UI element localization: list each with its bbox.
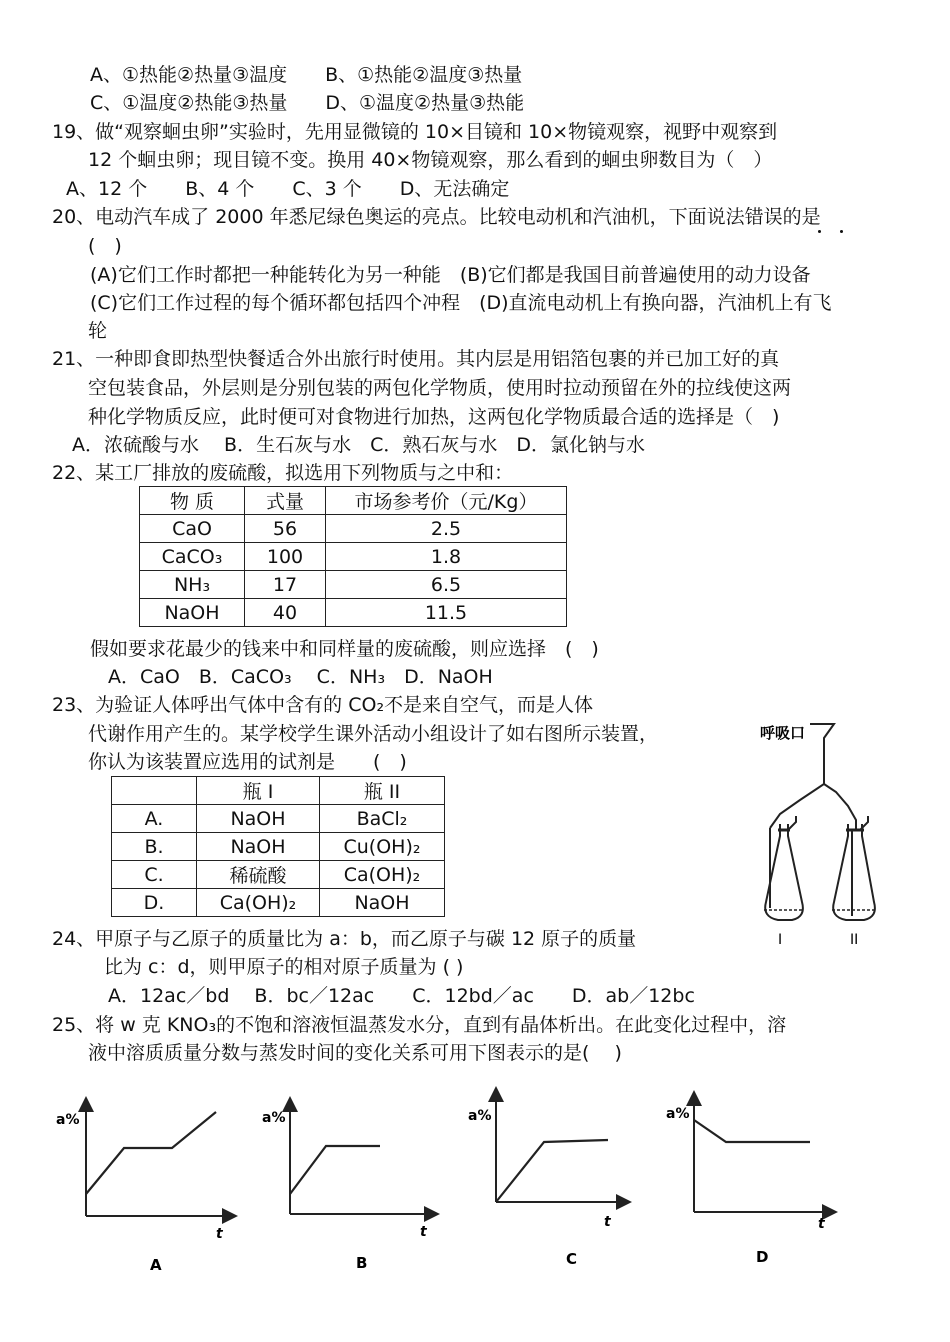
q23-stem-line2: 代谢作用产生的。某学校学生课外活动小组设计了如右图所示装置， xyxy=(88,723,659,745)
table-row xyxy=(112,889,445,917)
q18-options-cd: C、①温度②热能③热量 D、①温度②热量③热能 xyxy=(90,92,525,114)
table-cell: A. xyxy=(112,805,197,833)
bottle-2-label: II xyxy=(850,932,859,948)
graph-c-ylabel: a% xyxy=(468,1108,492,1124)
table-cell: BaCl₂ xyxy=(320,805,445,833)
q20-options-cd-cont: 轮 xyxy=(88,320,108,342)
q22-stem: 22、某工厂排放的废硫酸，拟选用下列物质与之中和： xyxy=(52,462,514,484)
table-header-cell: 瓶 I xyxy=(197,777,320,805)
q25-stem-line1: 25、将 w 克 KNO₃的不饱和溶液恒温蒸发水分，直到有晶体析出。在此变化过程中，溶 xyxy=(52,1014,787,1036)
table-cell: CaCO₃ xyxy=(140,543,245,571)
table-row xyxy=(140,515,567,543)
table-cell: NaOH xyxy=(197,833,320,861)
table-row xyxy=(140,543,567,571)
graph-d-label: D xyxy=(756,1248,769,1266)
graph-c-curve xyxy=(496,1140,608,1202)
q20-options-ab: (A)它们工作时都把一种能转化为另一种能 (B)它们都是我国目前普遍使用的动力设备 xyxy=(90,264,811,286)
graph-d-ylabel: a% xyxy=(666,1106,690,1122)
table-cell: 100 xyxy=(245,543,326,571)
q21-stem-line2: 空包装食品，外层则是分别包装的两包化学物质，使用时拉动预留在外的拉线使这两 xyxy=(88,377,792,399)
q22-question: 假如要求花最少的钱来中和同样量的废硫酸，则应选择 ( ) xyxy=(90,638,599,660)
table-row xyxy=(140,599,567,627)
graph-d xyxy=(666,1098,830,1266)
q24-options: A．12ac／bd B．bc／12ac C．12bd／ac D．ab／12bc xyxy=(108,985,695,1007)
table-cell: 40 xyxy=(245,599,326,627)
graph-a-curve xyxy=(86,1112,216,1194)
graph-a xyxy=(56,1104,230,1274)
table-header-row xyxy=(112,777,445,805)
q23-table xyxy=(111,776,445,917)
q20-stem-line1: 20、电动汽车成了 2000 年悉尼绿色奥运的亮点。比较电动机和汽油机，下面说法错误的是 xyxy=(52,206,821,228)
flask-2 xyxy=(833,824,875,920)
q20-options-cd: (C)它们工作过程的每个循环都包括四个冲程 (D)直流电动机上有换向器，汽油机上有飞 xyxy=(90,292,832,314)
table-cell: B. xyxy=(112,833,197,861)
breathing-apparatus-diagram xyxy=(740,712,910,952)
table-cell: 11.5 xyxy=(326,599,567,627)
graph-c xyxy=(468,1094,624,1268)
table-header-cell: 市场参考价（元/Kg） xyxy=(326,487,567,515)
table-cell: 1.8 xyxy=(326,543,567,571)
graph-b-curve xyxy=(290,1146,380,1194)
table-cell: D. xyxy=(112,889,197,917)
graph-b xyxy=(262,1104,432,1272)
q22-table xyxy=(139,486,567,627)
table-cell: 稀硫酸 xyxy=(197,861,320,889)
table-cell: C. xyxy=(112,861,197,889)
table-row xyxy=(112,805,445,833)
table-cell: NaOH xyxy=(140,599,245,627)
table-header-cell: 式量 xyxy=(245,487,326,515)
table-cell: NaOH xyxy=(320,889,445,917)
q19-stem-line1: 19、做“观察蛔虫卵”实验时，先用显微镜的 10×目镜和 10×物镜观察，视野中观察到 xyxy=(52,121,778,143)
table-header-cell: 瓶 II xyxy=(320,777,445,805)
graph-c-label: C xyxy=(566,1250,578,1268)
table-cell: NaOH xyxy=(197,805,320,833)
graph-a-ylabel: a% xyxy=(56,1112,80,1128)
table-cell: NH₃ xyxy=(140,571,245,599)
graph-b-xlabel: t xyxy=(420,1224,427,1240)
table-cell: 56 xyxy=(245,515,326,543)
table-row xyxy=(112,861,445,889)
funnel-shape xyxy=(810,724,834,750)
emphasis-dot xyxy=(840,230,843,233)
q21-stem-line3: 种化学物质反应，此时便可对食物进行加热，这两包化学物质最合适的选择是（ ) xyxy=(88,406,780,428)
graph-d-curve xyxy=(694,1120,810,1142)
table-header-cell xyxy=(112,777,197,805)
graph-b-label: B xyxy=(356,1254,368,1272)
table-header-cell: 物 质 xyxy=(140,487,245,515)
q20-stem-line2: ( ) xyxy=(88,235,122,257)
q19-stem-line2: 12 个蛔虫卵；现目镜不变。换用 40×物镜观察，那么看到的蛔虫卵数目为（ ） xyxy=(88,149,773,171)
q23-stem-line3: 你认为该装置应选用的试剂是 ( ) xyxy=(88,751,407,773)
graph-c-xlabel: t xyxy=(604,1214,611,1230)
table-cell: Ca(OH)₂ xyxy=(197,889,320,917)
q22-options: A．CaO B．CaCO₃ C．NH₃ D．NaOH xyxy=(108,666,493,688)
q24-stem-line1: 24、甲原子与乙原子的质量比为 a：b，而乙原子与碳 12 原子的质量 xyxy=(52,928,637,950)
flask1-outlet xyxy=(788,816,796,830)
q19-options: A、12 个 B、4 个 C、3 个 D、无法确定 xyxy=(66,178,510,200)
graph-a-label: A xyxy=(150,1256,162,1274)
table-header-row xyxy=(140,487,567,515)
q25-graphs xyxy=(40,1076,860,1276)
q21-stem-line1: 21、一种即食即热型快餐适合外出旅行时使用。其内层是用铝箔包裹的并已加工好的真 xyxy=(52,348,780,370)
table-row xyxy=(140,571,567,599)
q25-stem-line2: 液中溶质质量分数与蒸发时间的变化关系可用下图表示的是( ) xyxy=(88,1042,622,1064)
bottle-1-label: I xyxy=(778,932,783,948)
table-row xyxy=(112,833,445,861)
q23-stem-line1: 23、为验证人体呼出气体中含有的 CO₂不是来自空气，而是人体 xyxy=(52,694,594,716)
q18-options-ab: A、①热能②热量③温度 B、①热能②温度③热量 xyxy=(90,64,523,86)
graph-b-ylabel: a% xyxy=(262,1110,286,1126)
flask2-outlet xyxy=(860,816,868,830)
table-cell: Cu(OH)₂ xyxy=(320,833,445,861)
table-cell: 2.5 xyxy=(326,515,567,543)
table-cell: 6.5 xyxy=(326,571,567,599)
table-cell: Ca(OH)₂ xyxy=(320,861,445,889)
table-cell: 17 xyxy=(245,571,326,599)
graph-d-xlabel: t xyxy=(818,1216,825,1232)
table-cell: CaO xyxy=(140,515,245,543)
inlet-label: 呼吸口 xyxy=(760,724,806,742)
graph-a-xlabel: t xyxy=(216,1226,223,1242)
q24-stem-line2: 比为 c：d，则甲原子的相对原子质量为 ( ) xyxy=(104,956,464,978)
q21-options: A．浓硫酸与水 B．生石灰与水 C．熟石灰与水 D．氯化钠与水 xyxy=(72,434,645,456)
tube-right xyxy=(824,784,856,830)
emphasis-dot xyxy=(818,230,821,233)
